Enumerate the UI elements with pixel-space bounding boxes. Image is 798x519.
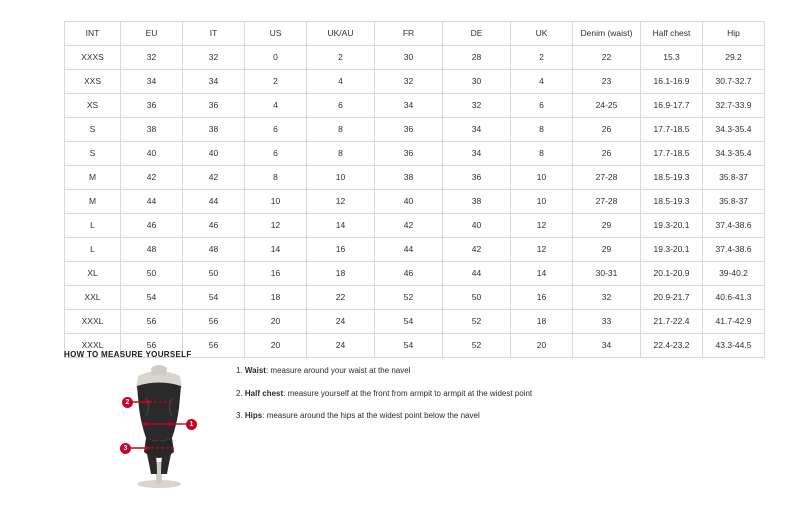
instruction-number: 3. — [236, 411, 245, 421]
cell: 32 — [443, 94, 511, 118]
cell: 54 — [183, 286, 245, 310]
column-header-us: US — [245, 22, 307, 46]
cell: 54 — [375, 310, 443, 334]
column-header-denim-waist: Denim (waist) — [573, 22, 641, 46]
cell: 42 — [183, 166, 245, 190]
cell: XXXL — [65, 310, 121, 334]
cell: 56 — [183, 310, 245, 334]
cell: 42 — [375, 214, 443, 238]
cell: 34 — [443, 118, 511, 142]
cell: 18.5-19.3 — [641, 166, 703, 190]
cell: 20 — [245, 334, 307, 358]
cell: M — [65, 190, 121, 214]
cell: 36 — [443, 166, 511, 190]
cell: 28 — [443, 46, 511, 70]
cell: 43.3-44.5 — [703, 334, 765, 358]
cell: 10 — [245, 190, 307, 214]
cell: 34 — [443, 142, 511, 166]
marker-hips: 3 — [120, 443, 131, 454]
cell: 6 — [307, 94, 375, 118]
cell: 18 — [307, 262, 375, 286]
table-row — [65, 286, 765, 310]
cell: 30 — [375, 46, 443, 70]
cell: 24 — [307, 334, 375, 358]
cell: 12 — [511, 214, 573, 238]
instruction-half-chest — [236, 389, 716, 399]
cell: 12 — [511, 238, 573, 262]
mannequin-illustration — [94, 362, 224, 490]
cell: 34.3-35.4 — [703, 118, 765, 142]
cell: 6 — [511, 94, 573, 118]
cell: 0 — [245, 46, 307, 70]
cell: 22 — [573, 46, 641, 70]
instruction-text: : measure yourself at the front from armpit to armpit at the widest point — [283, 388, 533, 398]
cell: 4 — [307, 70, 375, 94]
cell: 14 — [245, 238, 307, 262]
instruction-hips — [236, 411, 716, 421]
cell: 36 — [375, 118, 443, 142]
cell: XXS — [65, 70, 121, 94]
size-chart — [64, 21, 752, 358]
table-row — [65, 70, 765, 94]
cell: 30 — [443, 70, 511, 94]
cell: L — [65, 238, 121, 262]
cell: 36 — [121, 94, 183, 118]
cell: 17.7-18.5 — [641, 118, 703, 142]
cell: S — [65, 142, 121, 166]
cell: 27-28 — [573, 190, 641, 214]
cell: 32.7-33.9 — [703, 94, 765, 118]
cell: 6 — [245, 118, 307, 142]
column-header-fr: FR — [375, 22, 443, 46]
cell: 50 — [183, 262, 245, 286]
cell: 35.8-37 — [703, 190, 765, 214]
cell: 36 — [183, 94, 245, 118]
table-row — [65, 238, 765, 262]
cell: 34 — [375, 94, 443, 118]
cell: 46 — [183, 214, 245, 238]
cell: 16.1-16.9 — [641, 70, 703, 94]
table-row — [65, 214, 765, 238]
column-header-eu: EU — [121, 22, 183, 46]
cell: 40.6-41.3 — [703, 286, 765, 310]
measure-instructions — [236, 366, 716, 434]
cell: 34 — [573, 334, 641, 358]
cell: 8 — [511, 118, 573, 142]
table-row — [65, 190, 765, 214]
cell: 6 — [245, 142, 307, 166]
cell: 29.2 — [703, 46, 765, 70]
cell: 37.4-38.6 — [703, 214, 765, 238]
cell: 8 — [245, 166, 307, 190]
cell: 34 — [183, 70, 245, 94]
cell: 12 — [307, 190, 375, 214]
cell: 54 — [121, 286, 183, 310]
table-row — [65, 94, 765, 118]
cell: L — [65, 214, 121, 238]
cell: 4 — [245, 94, 307, 118]
cell: 38 — [443, 190, 511, 214]
cell: 8 — [511, 142, 573, 166]
cell: 48 — [121, 238, 183, 262]
cell: 12 — [245, 214, 307, 238]
cell: 32 — [573, 286, 641, 310]
instruction-text: : measure around the hips at the widest point below the navel — [262, 411, 480, 421]
cell: 42 — [121, 166, 183, 190]
cell: 18 — [245, 286, 307, 310]
cell: 10 — [307, 166, 375, 190]
cell: 54 — [375, 334, 443, 358]
cell: 24-25 — [573, 94, 641, 118]
cell: 33 — [573, 310, 641, 334]
cell: 16.9-17.7 — [641, 94, 703, 118]
instruction-waist — [236, 366, 716, 376]
marker-waist: 1 — [186, 419, 197, 430]
cell: 8 — [307, 142, 375, 166]
cell: 32 — [121, 46, 183, 70]
column-header-int: INT — [65, 22, 121, 46]
cell: 56 — [183, 334, 245, 358]
cell: 17.7-18.5 — [641, 142, 703, 166]
cell: 22 — [307, 286, 375, 310]
cell: XS — [65, 94, 121, 118]
cell: 14 — [511, 262, 573, 286]
cell: 19.3-20.1 — [641, 214, 703, 238]
cell: 40 — [375, 190, 443, 214]
cell: 38 — [183, 118, 245, 142]
cell: 41.7-42.9 — [703, 310, 765, 334]
cell: 20 — [245, 310, 307, 334]
cell: 4 — [511, 70, 573, 94]
cell: 30.7-32.7 — [703, 70, 765, 94]
cell: 21.7-22.4 — [641, 310, 703, 334]
cell: 42 — [443, 238, 511, 262]
cell: 18 — [511, 310, 573, 334]
cell: 19.3-20.1 — [641, 238, 703, 262]
column-header-hip: Hip — [703, 22, 765, 46]
cell: 18.5-19.3 — [641, 190, 703, 214]
cell: 20.9-21.7 — [641, 286, 703, 310]
cell: S — [65, 118, 121, 142]
table-row — [65, 310, 765, 334]
cell: 44 — [121, 190, 183, 214]
column-header-de: DE — [443, 22, 511, 46]
cell: 15.3 — [641, 46, 703, 70]
marker-half-chest: 2 — [122, 397, 133, 408]
cell: 29 — [573, 214, 641, 238]
cell: 16 — [511, 286, 573, 310]
cell: 26 — [573, 142, 641, 166]
column-header-uk-au: UK/AU — [307, 22, 375, 46]
cell: 38 — [375, 166, 443, 190]
table-body — [65, 46, 765, 358]
cell: 40 — [183, 142, 245, 166]
cell: 44 — [443, 262, 511, 286]
cell: 56 — [121, 334, 183, 358]
cell: 2 — [307, 46, 375, 70]
cell: 32 — [183, 46, 245, 70]
cell: 10 — [511, 190, 573, 214]
cell: 37.4-38.6 — [703, 238, 765, 262]
cell: 46 — [121, 214, 183, 238]
cell: 26 — [573, 118, 641, 142]
cell: 20 — [511, 334, 573, 358]
cell: 44 — [375, 238, 443, 262]
table-row — [65, 262, 765, 286]
cell: XXL — [65, 286, 121, 310]
cell: 52 — [375, 286, 443, 310]
cell: 48 — [183, 238, 245, 262]
cell: 2 — [511, 46, 573, 70]
cell: 38 — [121, 118, 183, 142]
cell: 23 — [573, 70, 641, 94]
size-chart-table — [64, 21, 765, 358]
column-header-half-chest: Half chest — [641, 22, 703, 46]
cell: 40 — [443, 214, 511, 238]
cell: 24 — [307, 310, 375, 334]
cell: 40 — [121, 142, 183, 166]
cell: 36 — [375, 142, 443, 166]
how-to-measure-heading: HOW TO MEASURE YOURSELF — [64, 350, 192, 359]
cell: 44 — [183, 190, 245, 214]
cell: 34 — [121, 70, 183, 94]
cell: 52 — [443, 334, 511, 358]
instruction-term: Half chest — [244, 388, 284, 398]
cell: 50 — [121, 262, 183, 286]
cell: 39-40.2 — [703, 262, 765, 286]
cell: 30-31 — [573, 262, 641, 286]
cell: 2 — [245, 70, 307, 94]
cell: 16 — [307, 238, 375, 262]
instruction-term: Waist — [244, 366, 266, 375]
cell: M — [65, 166, 121, 190]
column-header-uk: UK — [511, 22, 573, 46]
cell: XXXL — [65, 334, 121, 358]
cell: 27-28 — [573, 166, 641, 190]
instruction-term: Hips — [244, 411, 263, 421]
how-to-measure-section — [64, 362, 734, 492]
cell: 56 — [121, 310, 183, 334]
cell: 29 — [573, 238, 641, 262]
cell: XXXS — [65, 46, 121, 70]
cell: 35.8-37 — [703, 166, 765, 190]
cell: 8 — [307, 118, 375, 142]
cell: XL — [65, 262, 121, 286]
cell: 34.3-35.4 — [703, 142, 765, 166]
table-row — [65, 118, 765, 142]
column-header-it: IT — [183, 22, 245, 46]
table-row — [65, 142, 765, 166]
cell: 16 — [245, 262, 307, 286]
cell: 46 — [375, 262, 443, 286]
instruction-number: 2. — [236, 388, 245, 398]
cell: 20.1-20.9 — [641, 262, 703, 286]
table-header-row — [65, 22, 765, 46]
cell: 50 — [443, 286, 511, 310]
cell: 52 — [443, 310, 511, 334]
table-row — [65, 166, 765, 190]
table-row — [65, 46, 765, 70]
cell: 14 — [307, 214, 375, 238]
instruction-text: : measure around your waist at the navel — [265, 366, 411, 375]
cell: 22.4-23.2 — [641, 334, 703, 358]
instruction-number: 1. — [236, 366, 245, 375]
cell: 10 — [511, 166, 573, 190]
cell: 32 — [375, 70, 443, 94]
